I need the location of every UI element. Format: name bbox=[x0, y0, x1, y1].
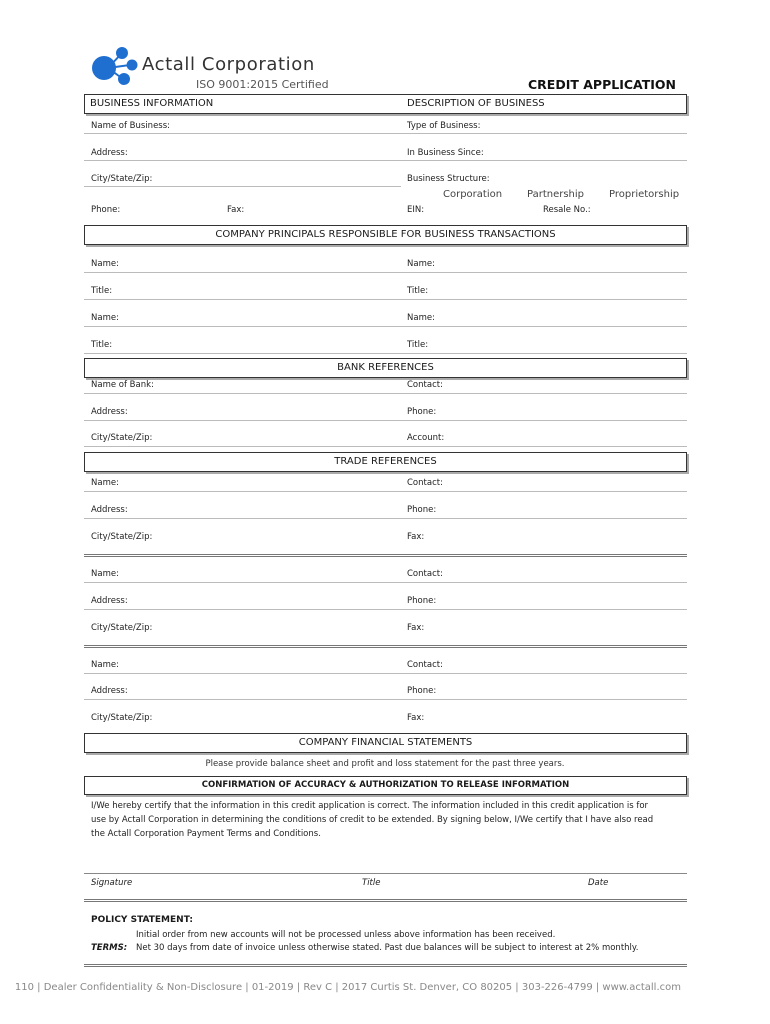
divider bbox=[84, 609, 687, 610]
trade-1-city-state-zip-label: City/State/Zip: bbox=[91, 532, 153, 542]
trade-1-name-label: Name: bbox=[91, 478, 119, 488]
divider bbox=[84, 420, 687, 421]
bank-city-state-zip-label: City/State/Zip: bbox=[91, 433, 153, 443]
trade-3-address-label: Address: bbox=[91, 686, 128, 696]
principal-2-title-label: Title: bbox=[407, 286, 429, 296]
iso-certification: ISO 9001:2015 Certified bbox=[196, 78, 329, 91]
divider bbox=[84, 491, 687, 492]
principal-4-name-label: Name: bbox=[407, 313, 435, 323]
trade-references-title: TRADE REFERENCES bbox=[334, 456, 437, 467]
trade-3-phone-label: Phone: bbox=[407, 686, 437, 696]
phone-label: Phone: bbox=[91, 205, 121, 215]
name-of-bank-label: Name of Bank: bbox=[91, 380, 154, 390]
bank-phone-label: Phone: bbox=[407, 407, 437, 417]
company-name: Actall Corporation bbox=[142, 54, 315, 75]
certification-line-3: the Actall Corporation Payment Terms and Conditions. bbox=[91, 829, 321, 839]
policy-statement-text: Initial order from new accounts will not be processed unless above information has been received. bbox=[136, 930, 556, 940]
bank-references-header bbox=[84, 358, 687, 378]
financial-statements-header bbox=[84, 733, 687, 753]
ein-label: EIN: bbox=[407, 205, 425, 215]
actall-logo bbox=[90, 44, 140, 88]
divider bbox=[84, 582, 687, 583]
terms-label: TERMS: bbox=[91, 943, 128, 953]
signature-line bbox=[84, 873, 687, 874]
bank-contact-label: Contact: bbox=[407, 380, 443, 390]
certification-line-2: use by Actall Corporation in determining the conditions of credit to be extended. By signing below, I/We certify that I have also read bbox=[91, 815, 654, 825]
bank-references-title: BANK REFERENCES bbox=[337, 362, 434, 373]
trade-2-city-state-zip-label: City/State/Zip: bbox=[91, 623, 153, 633]
certification-line-1: I/We hereby certify that the information in this credit application is correct. The information included in this credit application is for bbox=[91, 801, 649, 811]
trade-1-fax-label: Fax: bbox=[407, 532, 425, 542]
trade-3-fax-label: Fax: bbox=[407, 713, 425, 723]
trade-2-contact-label: Contact: bbox=[407, 569, 443, 579]
name-of-business-label: Name of Business: bbox=[91, 121, 171, 131]
business-structure-label: Business Structure: bbox=[407, 174, 490, 184]
divider bbox=[84, 518, 687, 519]
trade-2-fax-label: Fax: bbox=[407, 623, 425, 633]
divider bbox=[84, 446, 687, 447]
divider bbox=[84, 673, 687, 674]
divider bbox=[84, 272, 687, 273]
in-business-since-label: In Business Since: bbox=[407, 148, 484, 158]
divider bbox=[84, 353, 687, 354]
document-title: CREDIT APPLICATION bbox=[528, 77, 676, 92]
principal-3-name-label: Name: bbox=[91, 313, 119, 323]
principals-header bbox=[84, 225, 687, 245]
title-label: Title bbox=[362, 878, 381, 888]
fax-label: Fax: bbox=[227, 205, 245, 215]
divider bbox=[84, 160, 687, 161]
trade-1-address-label: Address: bbox=[91, 505, 128, 515]
bank-account-label: Account: bbox=[407, 433, 445, 443]
financial-note: Please provide balance sheet and profit and loss statement for the past three years. bbox=[205, 759, 565, 769]
city-state-zip-label: City/State/Zip: bbox=[91, 174, 153, 184]
divider bbox=[84, 393, 687, 394]
trade-2-name-label: Name: bbox=[91, 569, 119, 579]
principals-title: COMPANY PRINCIPALS RESPONSIBLE FOR BUSINESS TRANSACTIONS bbox=[215, 229, 556, 240]
date-label: Date bbox=[588, 878, 609, 888]
confirmation-title: CONFIRMATION OF ACCURACY & AUTHORIZATION TO RELEASE INFORMATION bbox=[201, 780, 570, 790]
divider bbox=[84, 699, 687, 700]
trade-3-name-label: Name: bbox=[91, 660, 119, 670]
trade-3-contact-label: Contact: bbox=[407, 660, 443, 670]
principal-1-name-label: Name: bbox=[91, 259, 119, 269]
principal-4-title-label: Title: bbox=[407, 340, 429, 350]
business-info-header bbox=[84, 94, 687, 114]
confirmation-header bbox=[84, 776, 687, 795]
address-label: Address: bbox=[91, 148, 128, 158]
terms-text: Net 30 days from date of invoice unless otherwise stated. Past due balances will be subject to interest at 2% monthly. bbox=[136, 943, 639, 953]
business-info-title: BUSINESS INFORMATION bbox=[90, 98, 214, 109]
option-proprietorship[interactable]: Proprietorship bbox=[609, 189, 680, 200]
divider bbox=[84, 186, 401, 187]
section-separator bbox=[84, 554, 687, 557]
principal-3-title-label: Title: bbox=[91, 340, 113, 350]
policy-statement-title: POLICY STATEMENT: bbox=[91, 915, 193, 925]
type-of-business-label: Type of Business: bbox=[407, 121, 481, 131]
section-separator bbox=[84, 899, 687, 902]
footer-separator bbox=[84, 964, 687, 967]
trade-3-city-state-zip-label: City/State/Zip: bbox=[91, 713, 153, 723]
divider bbox=[84, 133, 687, 134]
divider bbox=[84, 299, 687, 300]
option-partnership[interactable]: Partnership bbox=[527, 189, 585, 200]
trade-references-header bbox=[84, 452, 687, 472]
section-separator bbox=[84, 645, 687, 648]
footer-text: 110 | Dealer Confidentiality & Non-Disclosure | 01-2019 | Rev C | 2017 Curtis St. Denver, CO 80205 | 303-226-4799 | www.actall.com bbox=[14, 982, 681, 993]
financial-statements-title: COMPANY FINANCIAL STATEMENTS bbox=[298, 737, 473, 748]
bank-address-label: Address: bbox=[91, 407, 128, 417]
trade-1-phone-label: Phone: bbox=[407, 505, 437, 515]
divider bbox=[84, 326, 687, 327]
signature-label: Signature bbox=[91, 878, 133, 888]
principal-2-name-label: Name: bbox=[407, 259, 435, 269]
trade-2-phone-label: Phone: bbox=[407, 596, 437, 606]
trade-1-contact-label: Contact: bbox=[407, 478, 443, 488]
resale-no-label: Resale No.: bbox=[543, 205, 591, 215]
option-corporation[interactable]: Corporation bbox=[443, 189, 503, 200]
description-of-business-title: DESCRIPTION OF BUSINESS bbox=[407, 98, 545, 109]
principal-1-title-label: Title: bbox=[91, 286, 113, 296]
trade-2-address-label: Address: bbox=[91, 596, 128, 606]
